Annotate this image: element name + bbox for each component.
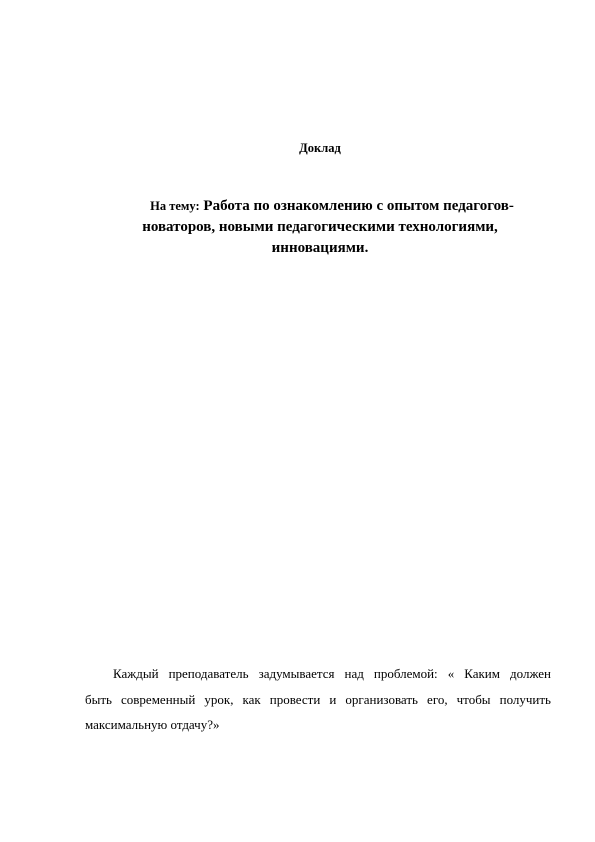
paragraph-line-1: Каждый преподаватель задумывается над проблемой: « Каким должен xyxy=(113,666,551,681)
document-heading: Доклад xyxy=(299,141,341,155)
topic-prefix: На тему: xyxy=(150,199,200,213)
paragraph-line-2: быть современный урок, как провести и организовать его, чтобы получить xyxy=(85,691,551,707)
topic-line-3: инновациями. xyxy=(271,240,369,256)
topic-block xyxy=(110,196,530,259)
paragraph-line-3: максимальную отдачу?» xyxy=(85,717,220,732)
topic-line-2: новаторов, новыми педагогическими технологиями, xyxy=(142,219,498,235)
topic-title-part-1: Работа по ознакомлению с опытом педагогов- xyxy=(203,198,514,214)
topic-line-1 xyxy=(110,196,530,217)
body-paragraph xyxy=(85,661,551,738)
